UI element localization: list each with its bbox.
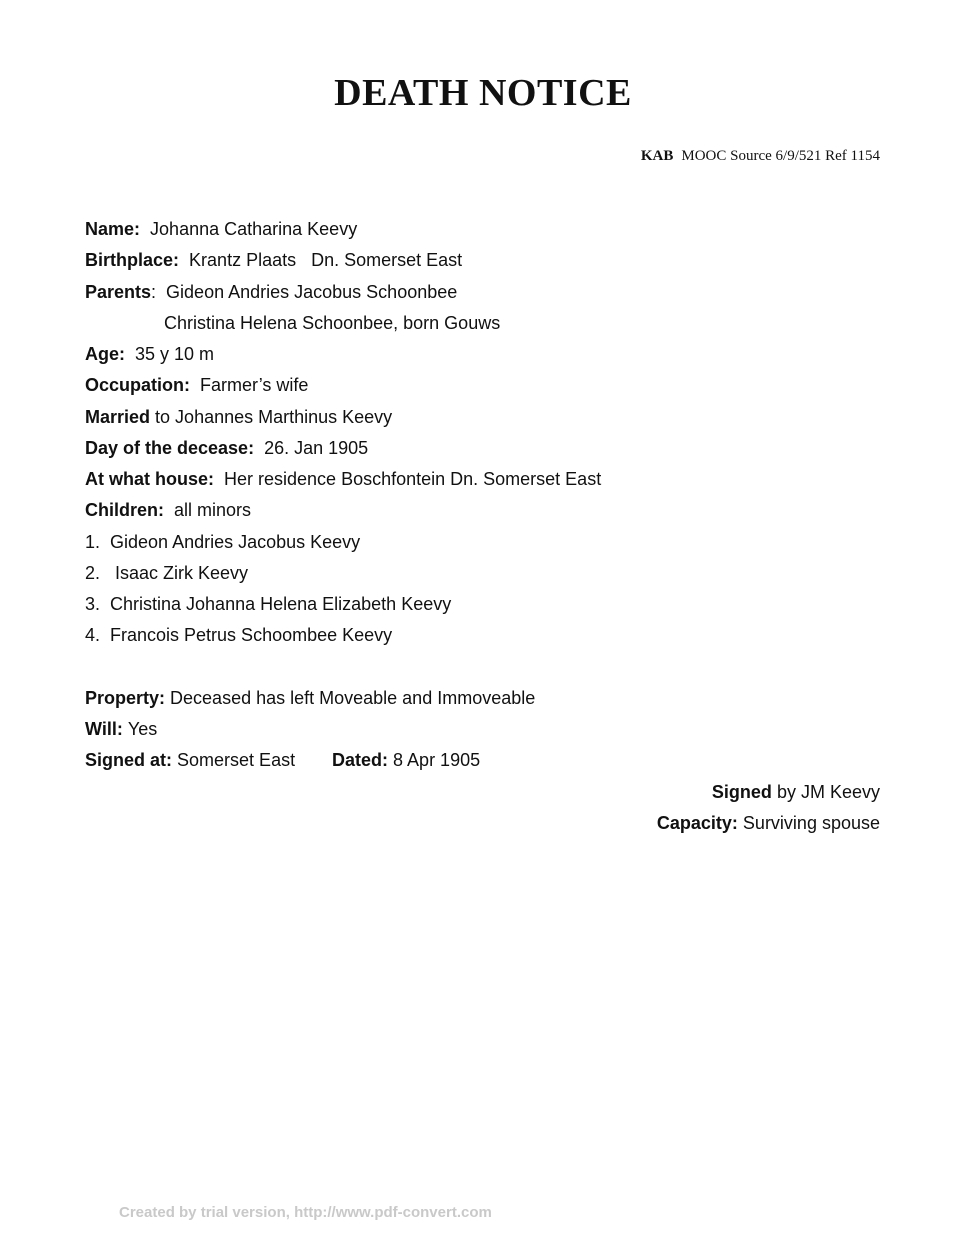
parents-label: Parents — [85, 282, 152, 302]
children-value: all minors — [174, 500, 252, 520]
married-line — [85, 406, 392, 428]
occupation-value: Farmer’s wife — [200, 375, 309, 395]
dated-line — [332, 749, 480, 771]
will-line — [85, 718, 157, 740]
property-value: Deceased has left Moveable and Immoveable — [170, 688, 536, 708]
decease-value: 26. Jan 1905 — [264, 438, 369, 458]
birthplace-value: Krantz Plaats Dn. Somerset East — [189, 250, 463, 270]
child-item: 4. Francois Petrus Schoombee Keevy — [85, 625, 393, 645]
father-value: : Gideon Andries Jacobus Schoonbee — [151, 282, 458, 302]
name-line — [85, 218, 357, 240]
birthplace-line — [85, 249, 462, 271]
occupation-line — [85, 374, 308, 396]
will-label: Will: — [85, 719, 123, 739]
mother-value: Christina Helena Schoonbee, born Gouws — [164, 313, 501, 333]
house-label: At what house: — [85, 469, 214, 489]
dated-label: Dated: — [332, 750, 389, 770]
dated-value: 8 Apr 1905 — [393, 750, 481, 770]
capacity-line — [657, 812, 880, 834]
source-reference — [641, 146, 880, 166]
children-line — [85, 499, 251, 521]
source-ref-text: MOOC Source 6/9/521 Ref 1154 — [681, 148, 880, 164]
age-value: 35 y 10 m — [135, 344, 215, 364]
signed-by-value: by JM Keevy — [776, 782, 880, 802]
married-label: Married — [85, 407, 151, 427]
signed-at-value: Somerset East — [177, 750, 296, 770]
decease-line — [85, 437, 368, 459]
house-value: Her residence Boschfontein Dn. Somerset East — [224, 469, 602, 489]
child-item: 2. Isaac Zirk Keevy — [85, 563, 249, 583]
mother-line — [164, 312, 500, 334]
capacity-label: Capacity: — [656, 813, 738, 833]
document-title: DEATH NOTICE — [334, 72, 632, 114]
trial-watermark: Created by trial version, http://www.pdf-convert.com — [119, 1204, 492, 1221]
will-value: Yes — [127, 719, 158, 739]
capacity-value: Surviving spouse — [742, 813, 880, 833]
property-line — [85, 687, 535, 709]
age-label: Age: — [85, 344, 125, 364]
birthplace-label: Birthplace: — [85, 250, 180, 270]
signed-at-line — [85, 749, 295, 771]
signed-by-label: Signed — [711, 782, 772, 802]
child-item: 3. Christina Johanna Helena Elizabeth Keevy — [85, 594, 452, 614]
property-label: Property: — [85, 688, 166, 708]
parents-line — [85, 281, 457, 303]
decease-label: Day of the decease: — [85, 438, 255, 458]
name-label: Name: — [85, 219, 141, 239]
occupation-label: Occupation: — [85, 375, 191, 395]
child-item: 1. Gideon Andries Jacobus Keevy — [85, 532, 361, 552]
children-label: Children: — [85, 500, 164, 520]
age-line — [85, 343, 214, 365]
house-line — [85, 468, 601, 490]
signed-at-label: Signed at: — [85, 750, 173, 770]
signed-by-line — [712, 781, 880, 803]
archive-code: KAB — [640, 148, 674, 164]
married-value: to Johannes Marthinus Keevy — [155, 407, 393, 427]
name-value: Johanna Catharina Keevy — [150, 219, 358, 239]
